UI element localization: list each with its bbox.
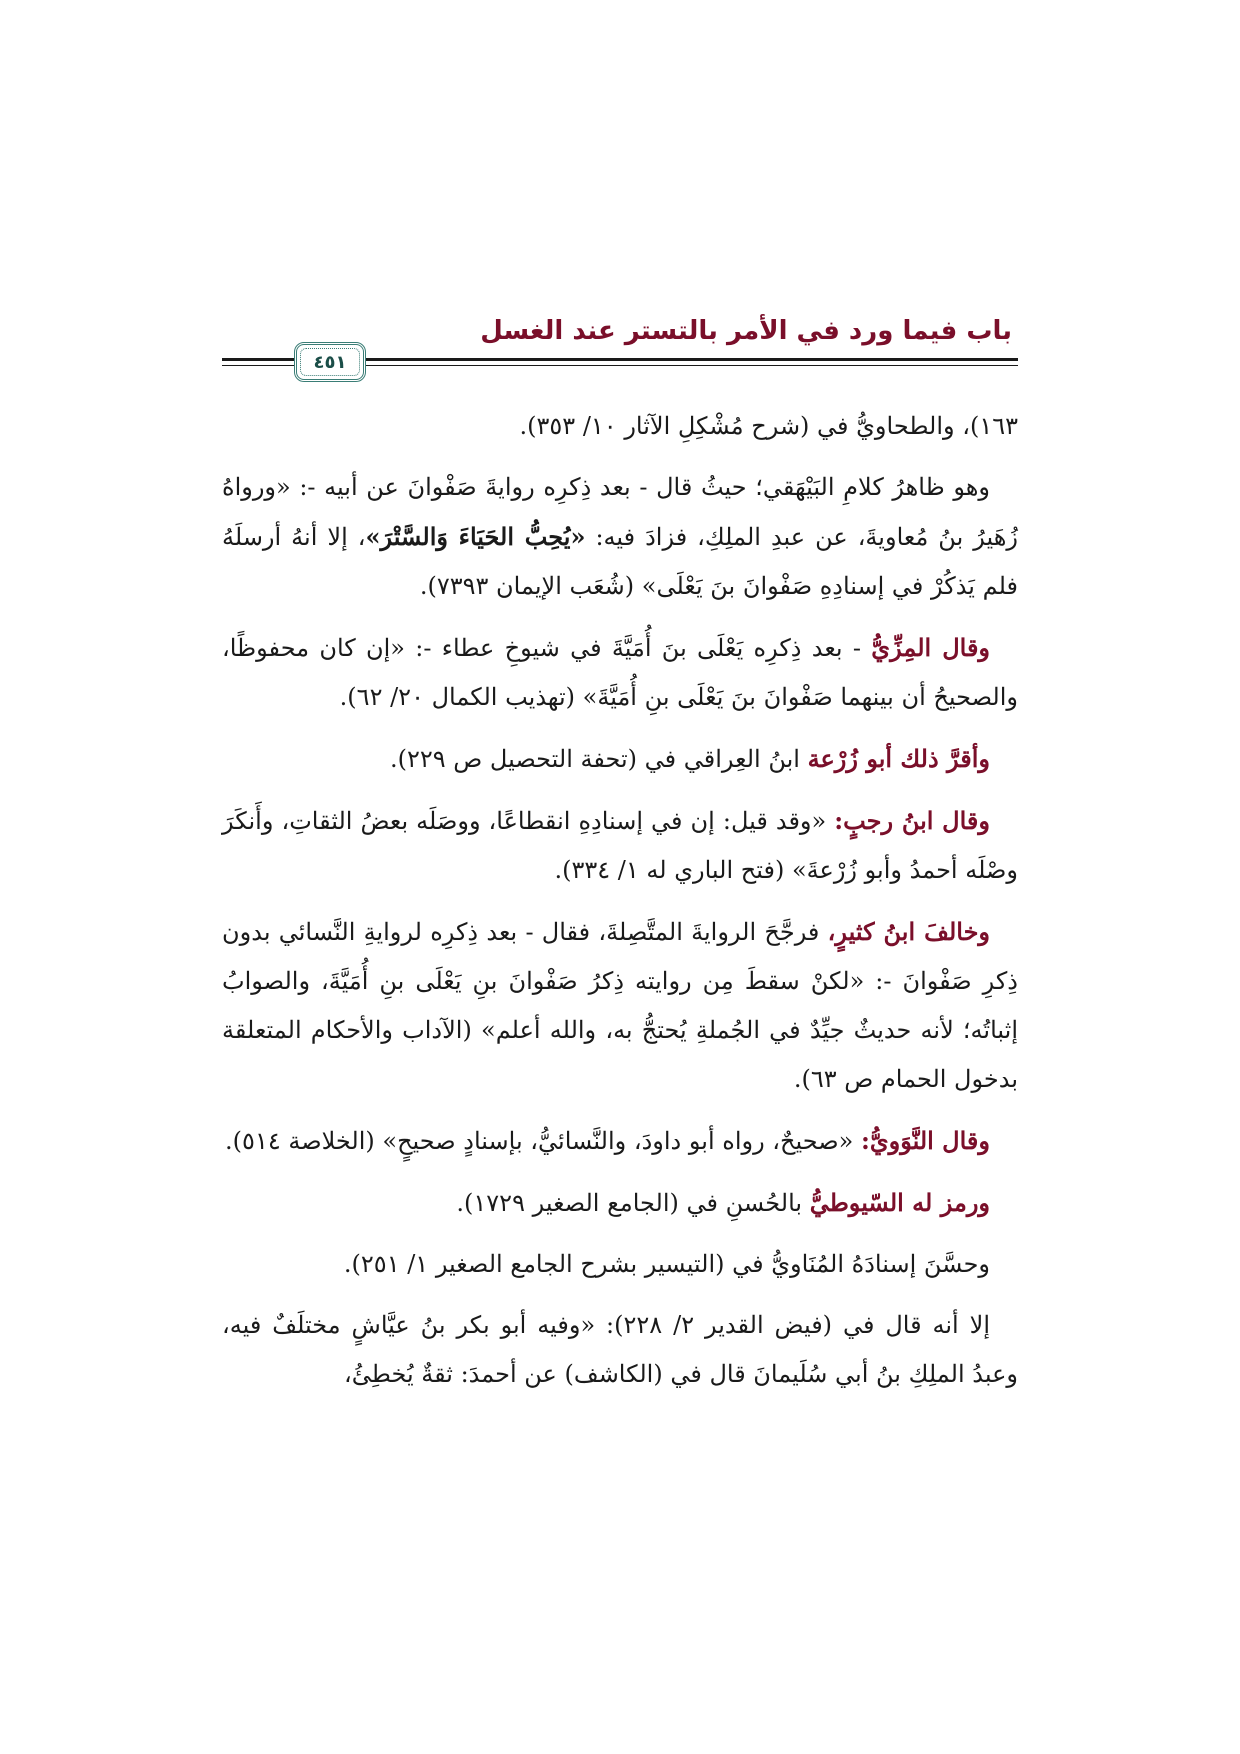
- scholar-name: وأقرَّ ذلك أبو زُرْعة: [807, 744, 990, 773]
- paragraph-citation-continuation: [222, 402, 1018, 451]
- hadith-quote: «يُحِبُّ الحَيَاءَ وَالسَّتْرَ»: [365, 522, 586, 551]
- paragraph-nawawi: [222, 1116, 1018, 1166]
- page-number: ٤٥١: [313, 351, 347, 373]
- paragraph-text: ١٦٣)، والطحاويُّ في (شرح مُشْكِلِ الآثار ١٠/ ٣٥٣).: [519, 412, 1018, 440]
- scholar-name: وخالفَ ابنُ كثيرٍ،: [827, 917, 990, 946]
- scholar-name: وقال المِزِّيُّ: [871, 633, 991, 662]
- chapter-title: باب فيما ورد في الأمر بالتستر عند الغسل: [480, 316, 1012, 346]
- page-number-badge: [294, 342, 366, 382]
- page-header: [222, 300, 1018, 390]
- page-body: [222, 402, 1018, 1411]
- paragraph-bayhaqi: [222, 463, 1018, 611]
- paragraph-text: وحسَّنَ إسنادَهُ المُنَاويُّ في (التيسير بشرح الجامع الصغير ١/ ٢٥١).: [343, 1250, 990, 1278]
- paragraph-fayd-al-qadir: [222, 1301, 1018, 1399]
- paragraph-ibn-rajab: [222, 796, 1018, 895]
- paragraph-text: إلا أنه قال في (فيض القدير ٢/ ٢٢٨): «وفيه أبو بكر بنُ عيَّاشٍ مختلَفٌ فيه، وعبدُ الملِكِ بنُ أبي سُلَيمانَ قال في (الكاشف) عن أحمدَ: ثقةٌ يُخطِئُ،: [222, 1311, 1018, 1388]
- paragraph-text: بالحُسنِ في (الجامع الصغير ١٧٢٩).: [456, 1189, 810, 1217]
- paragraph-ibn-kathir: [222, 907, 1018, 1104]
- paragraph-text: «صحيحٌ، رواه أبو داودَ، والنَّسائيُّ، بإسنادٍ صحيحٍ» (الخلاصة ٥١٤).: [225, 1127, 861, 1155]
- scholar-name: وقال النَّوَويُّ:: [860, 1126, 990, 1155]
- scholar-name: ورمز له السّيوطيُّ: [809, 1188, 990, 1217]
- paragraph-mizzi: [222, 623, 1018, 722]
- paragraph-munawi: [222, 1240, 1018, 1289]
- paragraph-text: وهو ظاهرُ كلامِ البَيْهَقي؛ حيثُ قال - بعد ذِكرِه روايةَ صَفْوانَ عن أبيه -: «ورواهُ زُهَيرُ بنُ مُعاويةَ، عن عبدِ الملِكِ، فزادَ فيه:: [222, 473, 1018, 551]
- paragraph-text: فرجَّحَ الروايةَ المتَّصِلةَ، فقال - بعد ذِكرِه لروايةِ النَّسائي بدون ذِكرِ صَفْوانَ -: «لكنْ سقطَ مِن روايته ذِكرُ صَفْوانَ بنِ يَعْلَى بنِ أُمَيَّةَ، والصوابُ إثباتُه؛ لأنه حديثٌ جيِّدٌ في الجُملةِ يُحتجُّ به، والله أعلم» (الآداب والأحكام المتعلقة بدخول الحمام ص ٦٣).: [222, 918, 1018, 1093]
- paragraph-text: «وقد قيل: إن في إسنادِهِ انقطاعًا، ووصَلَه بعضُ الثقاتِ، وأَنكَرَ وصْلَه أحمدُ وأبو زُرْعةَ» (فتح الباري له ١/ ٣٣٤).: [222, 807, 1018, 884]
- paragraph-text: - بعد ذِكرِه يَعْلَى بنَ أُمَيَّةَ في شيوخِ عطاء -: «إن كان محفوظًا، والصحيحُ أن بينهما صَفْوانَ بنَ يَعْلَى بنِ أُمَيَّةَ» (تهذيب الكمال ٢٠/ ٦٢).: [222, 634, 1018, 711]
- paragraph-abu-zura: [222, 734, 1018, 784]
- paragraph-suyuti: [222, 1178, 1018, 1228]
- paragraph-text: ابنُ العِراقي في (تحفة التحصيل ص ٢٢٩).: [389, 745, 808, 773]
- paragraph-text: ، إلا أنهُ أرسلَهُ فلم يَذكُرْ في إسنادِهِ صَفْوانَ بنَ يَعْلَى» (شُعَب الإيمان ٧٣٩٣).: [222, 523, 1018, 600]
- scholar-name: وقال ابنُ رجبٍ:: [834, 806, 990, 835]
